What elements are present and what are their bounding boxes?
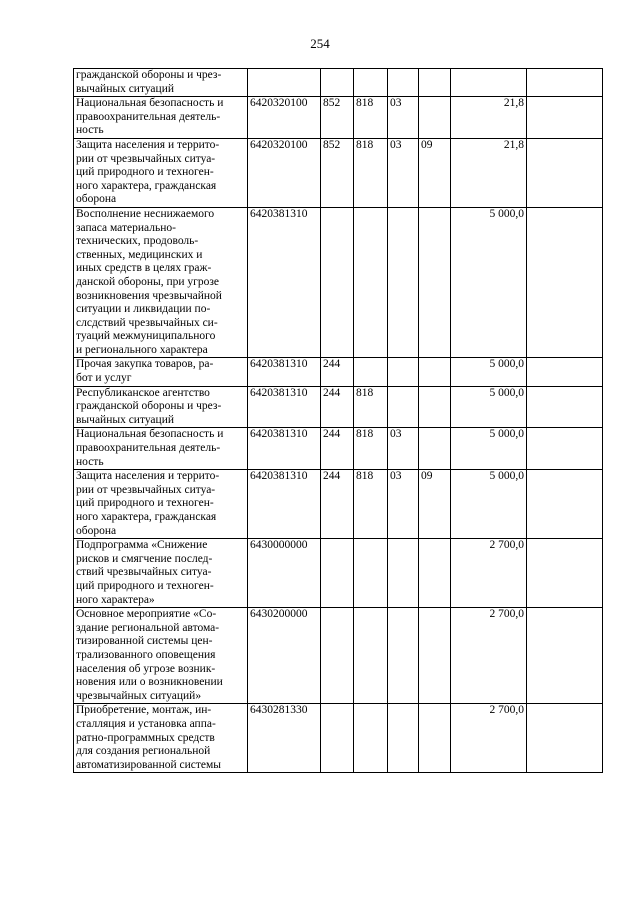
section-code-cell: 03 bbox=[388, 470, 419, 539]
target-article-code-cell: 6420381310 bbox=[248, 470, 321, 539]
subsection-code-cell: 09 bbox=[419, 138, 451, 207]
item-name-line: оборона bbox=[76, 524, 117, 537]
item-name-line: ного характера, гражданская bbox=[76, 179, 217, 192]
item-name-line: ций природного и техноген- bbox=[76, 497, 214, 510]
item-name-line: здание региональной автома- bbox=[76, 621, 220, 634]
target-article-code-cell: 6430000000 bbox=[248, 539, 321, 608]
subsection-code-cell bbox=[419, 358, 451, 386]
item-name-line: рисков и смягчение послед- bbox=[76, 552, 213, 565]
expense-type-code-cell bbox=[321, 539, 354, 608]
item-name-line: чрезвычайных ситуаций» bbox=[76, 689, 202, 702]
item-name-cell bbox=[74, 69, 248, 97]
amount-cell: 5 000,0 bbox=[451, 207, 527, 358]
item-name-line: Прочая закупка товаров, ра- bbox=[76, 358, 214, 371]
item-name-line: туаций межмуниципального bbox=[76, 330, 216, 343]
expense-type-code-cell bbox=[321, 207, 354, 358]
item-name-line: правоохранительная деятель- bbox=[76, 110, 221, 123]
item-name-line: гражданской обороны и чрез- bbox=[76, 69, 222, 81]
ministry-code-cell bbox=[354, 608, 388, 704]
item-name-line: Восполнение неснижаемого bbox=[76, 207, 215, 220]
subsection-code-cell bbox=[419, 207, 451, 358]
table-row bbox=[74, 608, 603, 704]
ministry-code-cell: 818 bbox=[354, 138, 388, 207]
extra-column-cell bbox=[527, 428, 603, 470]
item-name-cell bbox=[74, 470, 248, 539]
item-name-line: трализованного оповещения bbox=[76, 648, 216, 661]
item-name-line: новения или о возникновении bbox=[76, 676, 223, 689]
subsection-code-cell bbox=[419, 97, 451, 139]
table-row bbox=[74, 704, 603, 773]
section-code-cell: 03 bbox=[388, 138, 419, 207]
table-row bbox=[74, 470, 603, 539]
target-article-code-cell: 6420381310 bbox=[248, 428, 321, 470]
target-article-code-cell: 6420381310 bbox=[248, 358, 321, 386]
budget-table-body bbox=[74, 69, 603, 773]
amount-cell bbox=[451, 69, 527, 97]
extra-column-cell bbox=[527, 539, 603, 608]
extra-column-cell bbox=[527, 386, 603, 428]
item-name-line: ного характера» bbox=[76, 593, 155, 606]
section-code-cell bbox=[388, 358, 419, 386]
item-name-line: населения об угрозе возник- bbox=[76, 662, 216, 675]
item-name-line: иных средств в целях граж- bbox=[76, 262, 212, 275]
target-article-code-cell: 6430281330 bbox=[248, 704, 321, 773]
section-code-cell bbox=[388, 608, 419, 704]
target-article-code-cell: 6420381310 bbox=[248, 386, 321, 428]
item-name-line: Основное мероприятие «Со- bbox=[76, 608, 217, 621]
section-code-cell bbox=[388, 386, 419, 428]
section-code-cell bbox=[388, 539, 419, 608]
target-article-code-cell: 6430200000 bbox=[248, 608, 321, 704]
subsection-code-cell bbox=[419, 428, 451, 470]
item-name-cell bbox=[74, 608, 248, 704]
table-row bbox=[74, 207, 603, 358]
ministry-code-cell bbox=[354, 69, 388, 97]
expense-type-code-cell bbox=[321, 608, 354, 704]
ministry-code-cell bbox=[354, 207, 388, 358]
amount-cell: 5 000,0 bbox=[451, 358, 527, 386]
section-code-cell bbox=[388, 207, 419, 358]
item-name-line: и регионального характера bbox=[76, 343, 208, 356]
amount-cell: 21,8 bbox=[451, 138, 527, 207]
item-name-line: слсдствий чрезвычайных си- bbox=[76, 316, 218, 329]
subsection-code-cell bbox=[419, 69, 451, 97]
expense-type-code-cell bbox=[321, 69, 354, 97]
amount-cell: 2 700,0 bbox=[451, 539, 527, 608]
ministry-code-cell: 818 bbox=[354, 470, 388, 539]
item-name-line: вычайных ситуаций bbox=[76, 413, 175, 426]
table-row bbox=[74, 97, 603, 139]
item-name-line: Республиканское агентство bbox=[76, 386, 210, 399]
section-code-cell: 03 bbox=[388, 97, 419, 139]
extra-column-cell bbox=[527, 608, 603, 704]
item-name-cell bbox=[74, 704, 248, 773]
ministry-code-cell bbox=[354, 704, 388, 773]
item-name-line: Защита населения и террито- bbox=[76, 138, 220, 151]
amount-cell: 5 000,0 bbox=[451, 470, 527, 539]
target-article-code-cell: 6420320100 bbox=[248, 97, 321, 139]
table-row bbox=[74, 539, 603, 608]
item-name-line: технических, продоволь- bbox=[76, 235, 199, 248]
item-name-cell bbox=[74, 207, 248, 358]
item-name-cell bbox=[74, 358, 248, 386]
extra-column-cell bbox=[527, 69, 603, 97]
table-row bbox=[74, 69, 603, 97]
item-name-line: ного характера, гражданская bbox=[76, 511, 217, 523]
item-name-line: рии от чрезвычайных ситуа- bbox=[76, 483, 216, 496]
table-row bbox=[74, 428, 603, 470]
item-name-line: правоохранительная деятель- bbox=[76, 442, 221, 455]
item-name-cell bbox=[74, 386, 248, 428]
section-code-cell bbox=[388, 69, 419, 97]
item-name-line: запаса материально- bbox=[76, 221, 176, 234]
table-row bbox=[74, 138, 603, 207]
item-name-line: сталляция и установка аппа- bbox=[76, 717, 216, 730]
item-name-line: ситуации и ликвидации по- bbox=[76, 303, 211, 316]
budget-table bbox=[73, 68, 603, 773]
table-row bbox=[74, 386, 603, 428]
item-name-line: рии от чрезвычайных ситуа- bbox=[76, 152, 216, 165]
expense-type-code-cell: 244 bbox=[321, 386, 354, 428]
item-name-line: для создания региональной bbox=[76, 745, 211, 758]
extra-column-cell bbox=[527, 138, 603, 207]
ministry-code-cell: 818 bbox=[354, 386, 388, 428]
item-name-line: ций природного и техноген- bbox=[76, 166, 214, 179]
item-name-line: ствий чрезвычайных ситуа- bbox=[76, 566, 212, 579]
target-article-code-cell bbox=[248, 69, 321, 97]
item-name-line: бот и услуг bbox=[76, 372, 132, 385]
item-name-cell bbox=[74, 428, 248, 470]
item-name-line: данской обороны, при угрозе bbox=[76, 275, 220, 288]
expense-type-code-cell: 852 bbox=[321, 97, 354, 139]
subsection-code-cell bbox=[419, 608, 451, 704]
extra-column-cell bbox=[527, 704, 603, 773]
amount-cell: 2 700,0 bbox=[451, 704, 527, 773]
amount-cell: 5 000,0 bbox=[451, 386, 527, 428]
item-name-line: ратно-программных средств bbox=[76, 731, 215, 744]
item-name-line: ность bbox=[76, 455, 104, 468]
ministry-code-cell bbox=[354, 358, 388, 386]
item-name-line: ность bbox=[76, 124, 104, 137]
amount-cell: 5 000,0 bbox=[451, 428, 527, 470]
item-name-line: Приобретение, монтаж, ин- bbox=[76, 704, 212, 717]
extra-column-cell bbox=[527, 470, 603, 539]
subsection-code-cell: 09 bbox=[419, 470, 451, 539]
section-code-cell: 03 bbox=[388, 428, 419, 470]
subsection-code-cell bbox=[419, 704, 451, 773]
expense-type-code-cell: 244 bbox=[321, 470, 354, 539]
expense-type-code-cell bbox=[321, 704, 354, 773]
item-name-cell bbox=[74, 138, 248, 207]
item-name-line: ственных, медицинских и bbox=[76, 248, 203, 261]
item-name-line: ций природного и техноген- bbox=[76, 579, 214, 592]
item-name-cell bbox=[74, 97, 248, 139]
ministry-code-cell: 818 bbox=[354, 428, 388, 470]
ministry-code-cell bbox=[354, 539, 388, 608]
item-name-line: гражданской обороны и чрез- bbox=[76, 400, 222, 413]
item-name-line: Национальная безопасность и bbox=[76, 428, 224, 441]
target-article-code-cell: 6420320100 bbox=[248, 138, 321, 207]
item-name-line: Защита населения и террито- bbox=[76, 470, 220, 483]
page-number: 254 bbox=[310, 36, 330, 51]
item-name-line: оборона bbox=[76, 193, 117, 206]
extra-column-cell bbox=[527, 97, 603, 139]
expense-type-code-cell: 244 bbox=[321, 428, 354, 470]
extra-column-cell bbox=[527, 207, 603, 358]
item-name-line: тизированной системы цен- bbox=[76, 635, 213, 648]
item-name-cell bbox=[74, 539, 248, 608]
expense-type-code-cell: 852 bbox=[321, 138, 354, 207]
extra-column-cell bbox=[527, 358, 603, 386]
item-name-line: вычайных ситуаций bbox=[76, 82, 175, 95]
subsection-code-cell bbox=[419, 539, 451, 608]
target-article-code-cell: 6420381310 bbox=[248, 207, 321, 358]
section-code-cell bbox=[388, 704, 419, 773]
item-name-line: автоматизированной системы bbox=[76, 758, 222, 771]
expense-type-code-cell: 244 bbox=[321, 358, 354, 386]
amount-cell: 21,8 bbox=[451, 97, 527, 139]
subsection-code-cell bbox=[419, 386, 451, 428]
item-name-line: Подпрограмма «Снижение bbox=[76, 539, 208, 552]
ministry-code-cell: 818 bbox=[354, 97, 388, 139]
item-name-line: возникновения чрезвычайной bbox=[76, 289, 222, 302]
item-name-line: Национальная безопасность и bbox=[76, 97, 224, 110]
table-row bbox=[74, 358, 603, 386]
amount-cell: 2 700,0 bbox=[451, 608, 527, 704]
